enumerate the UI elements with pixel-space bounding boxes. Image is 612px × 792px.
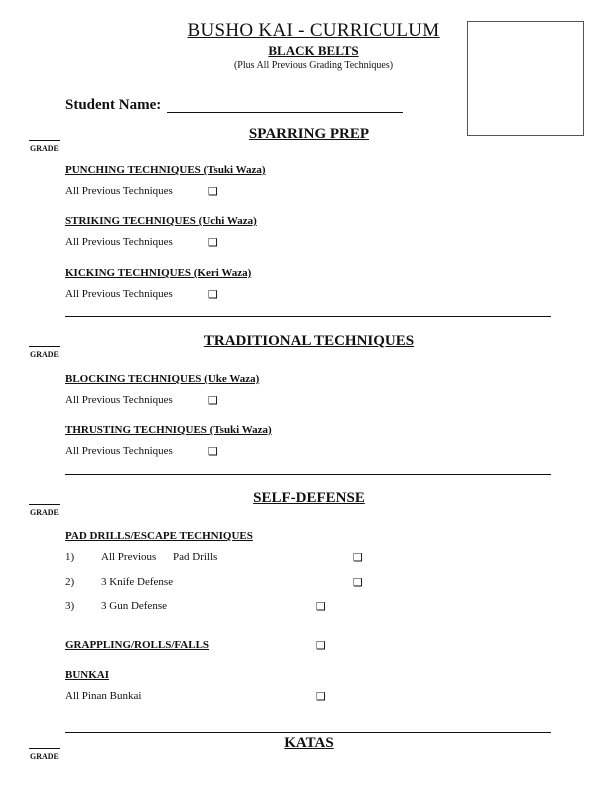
striking-heading: STRIKING TECHNIQUES (Uchi Waza) (65, 215, 257, 227)
pad-item-checkbox[interactable]: ❑ (353, 576, 363, 589)
blocking-heading: BLOCKING TECHNIQUES (Uke Waza) (65, 373, 260, 385)
pad-item-number: 3) (65, 600, 75, 612)
page-subtitle: BLACK BELTS (268, 43, 359, 58)
grade-label-self-defense: GRADE (30, 508, 59, 517)
pad-item-text: All Previous (101, 551, 157, 563)
pad-item-checkbox[interactable]: ❑ (353, 551, 363, 564)
pad-item-number: 2) (65, 576, 75, 588)
section-divider (65, 732, 551, 733)
striking-checkbox[interactable]: ❑ (208, 236, 218, 249)
section-divider (65, 474, 551, 475)
pad-drills-heading: PAD DRILLS/ESCAPE TECHNIQUES (65, 530, 253, 542)
pad-item-number: 1) (65, 551, 75, 563)
bunkai-item: All Pinan Bunkai (65, 690, 142, 702)
pad-item-text: 3 Gun Defense (101, 600, 167, 612)
blocking-item: All Previous Techniques (65, 394, 173, 406)
bunkai-heading: BUNKAI (65, 669, 110, 681)
thrusting-checkbox[interactable]: ❑ (208, 445, 218, 458)
grappling-heading: GRAPPLING/ROLLS/FALLS (65, 639, 210, 651)
bunkai-checkbox[interactable]: ❑ (316, 690, 326, 703)
grading-note: (Plus All Previous Grading Techniques) (233, 60, 394, 71)
grade-label-katas: GRADE (30, 752, 59, 761)
page-title: BUSHO KAI - CURRICULUM (187, 20, 440, 41)
pad-item-checkbox[interactable]: ❑ (316, 600, 326, 613)
student-name-label: Student Name: (65, 97, 162, 113)
striking-item: All Previous Techniques (65, 236, 173, 248)
student-name-field[interactable] (167, 112, 403, 113)
punching-heading: PUNCHING TECHNIQUES (Tsuki Waza) (65, 164, 266, 176)
section-divider (65, 316, 551, 317)
section-title-katas: KATAS (284, 735, 334, 751)
thrusting-item: All Previous Techniques (65, 445, 173, 457)
grade-label-traditional: GRADE (30, 350, 59, 359)
kicking-item: All Previous Techniques (65, 288, 173, 300)
punching-item: All Previous Techniques (65, 185, 173, 197)
section-title-traditional: TRADITIONAL TECHNIQUES (203, 333, 415, 349)
grade-label-sparring: GRADE (30, 144, 59, 153)
punching-checkbox[interactable]: ❑ (208, 185, 218, 198)
section-title-sparring: SPARRING PREP (248, 126, 370, 142)
kicking-heading: KICKING TECHNIQUES (Keri Waza) (65, 267, 252, 279)
blocking-checkbox[interactable]: ❑ (208, 394, 218, 407)
pad-item-extra: Pad Drills (173, 551, 218, 563)
section-title-self-defense: SELF-DEFENSE (253, 490, 365, 506)
pad-item-text: 3 Knife Defense (101, 576, 174, 588)
kicking-checkbox[interactable]: ❑ (208, 288, 218, 301)
thrusting-heading: THRUSTING TECHNIQUES (Tsuki Waza) (65, 424, 272, 436)
grappling-checkbox[interactable]: ❑ (316, 639, 326, 652)
photo-box (467, 21, 584, 136)
